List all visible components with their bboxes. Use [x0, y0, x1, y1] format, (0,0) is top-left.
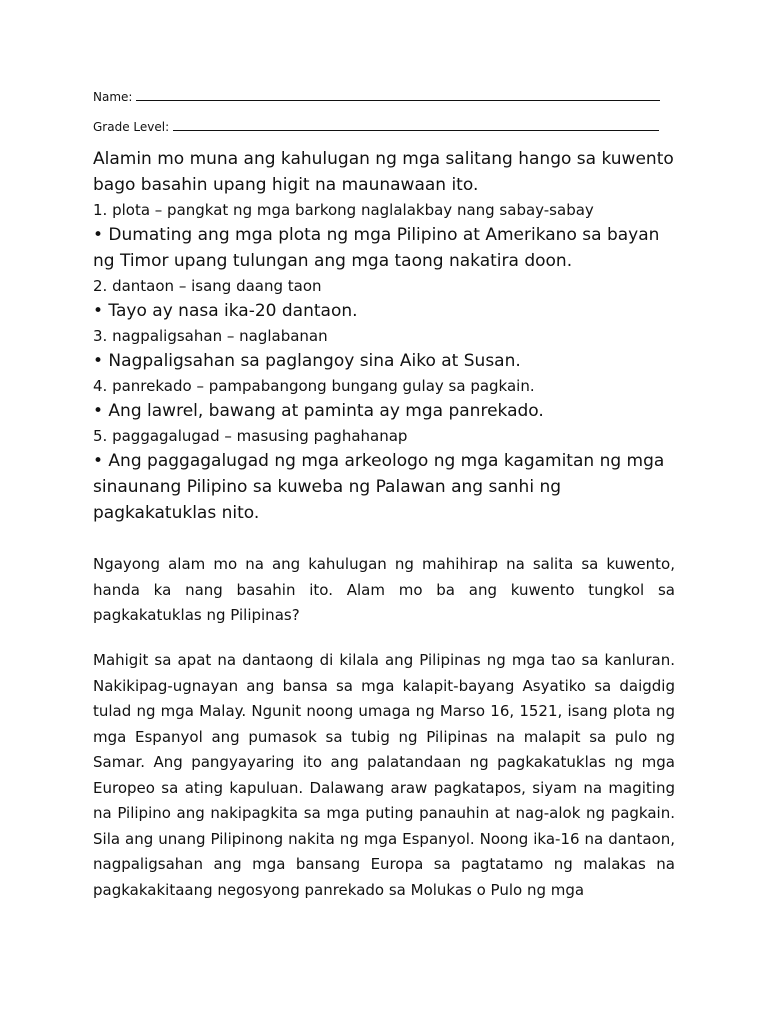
term-example-4: • Ang lawrel, bawang at paminta ay mga panrekado.: [93, 401, 544, 421]
term-definition-4: 4. panrekado – pampabangong bungang gulay sa pagkain.: [93, 377, 535, 395]
term-definition-1: 1. plota – pangkat ng mga barkong naglalakbay nang sabay-sabay: [93, 201, 594, 219]
term-example-1: ng Timor upang tulungan ang mga taong nakatira doon.: [93, 251, 573, 271]
name-field[interactable]: [93, 89, 660, 104]
intro-line: Alamin mo muna ang kahulugan ng mga salitang hango sa kuwento: [93, 149, 674, 169]
intro-line: bago basahin upang higit na maunawaan ito.: [93, 175, 479, 195]
grade-level-field[interactable]: [93, 119, 659, 134]
name-blank-line[interactable]: [136, 89, 660, 101]
term-example-5: • Ang paggagalugad ng mga arkeologo ng mga kagamitan ng mga: [93, 451, 665, 471]
term-definition-2: 2. dantaon – isang daang taon: [93, 277, 322, 295]
term-example-3: • Nagpaligsahan sa paglangoy sina Aiko at Susan.: [93, 351, 521, 371]
term-example-2: • Tayo ay nasa ika-20 dantaon.: [93, 301, 358, 321]
paragraph-intro: Ngayong alam mo na ang kahulugan ng mahihirap na salita sa kuwento, handa ka nang basahin ito. Alam mo ba ang kuwento tungkol sa pagkakatuklas ng Pilipinas?: [93, 555, 675, 624]
term-definition-3: 3. nagpaligsahan – naglabanan: [93, 327, 328, 345]
name-label: Name:: [93, 90, 133, 104]
term-example-5: pagkakatuklas nito.: [93, 503, 260, 523]
paragraph-story: Mahigit sa apat na dantaong di kilala ang Pilipinas ng mga tao sa kanluran. Nakikipag-ugnayan ang bansa sa mga kalapit-bayang Asyatiko sa daigdig tulad ng mga Malay. Ngunit noong umaga ng Marso 16, 1521, isang plota ng mga Espanyol ang pumasok sa tubig ng Pilipinas na malapit sa pulo ng Samar. Ang pangyayaring ito ang palatandaan ng pagkakatuklas ng mga Europeo sa ating kapuluan. Dalawang araw pagkatapos, siyam na magiting na Pilipino ang nakipagkita sa mga puting panauhin at nag-alok ng pagkain. Sila ang unang Pilipinong nakita ng mga Espanyol. Noong ika-16 na dantaon, nagpaligsahan ang mga bansang Europa sa pagtatamo ng malakas na pagkakakitaang negosyong panrekado sa Molukas o Pulo ng mga: [93, 651, 675, 899]
grade-level-label: Grade Level:: [93, 120, 170, 134]
term-example-1: • Dumating ang mga plota ng mga Pilipino at Amerikano sa bayan: [93, 225, 660, 245]
term-example-5: sinaunang Pilipino sa kuweba ng Palawan ang sanhi ng: [93, 477, 562, 497]
grade-level-blank-line[interactable]: [173, 119, 659, 131]
vocabulary-section: [93, 146, 693, 526]
term-definition-5: 5. paggagalugad – masusing paghahanap: [93, 427, 408, 445]
